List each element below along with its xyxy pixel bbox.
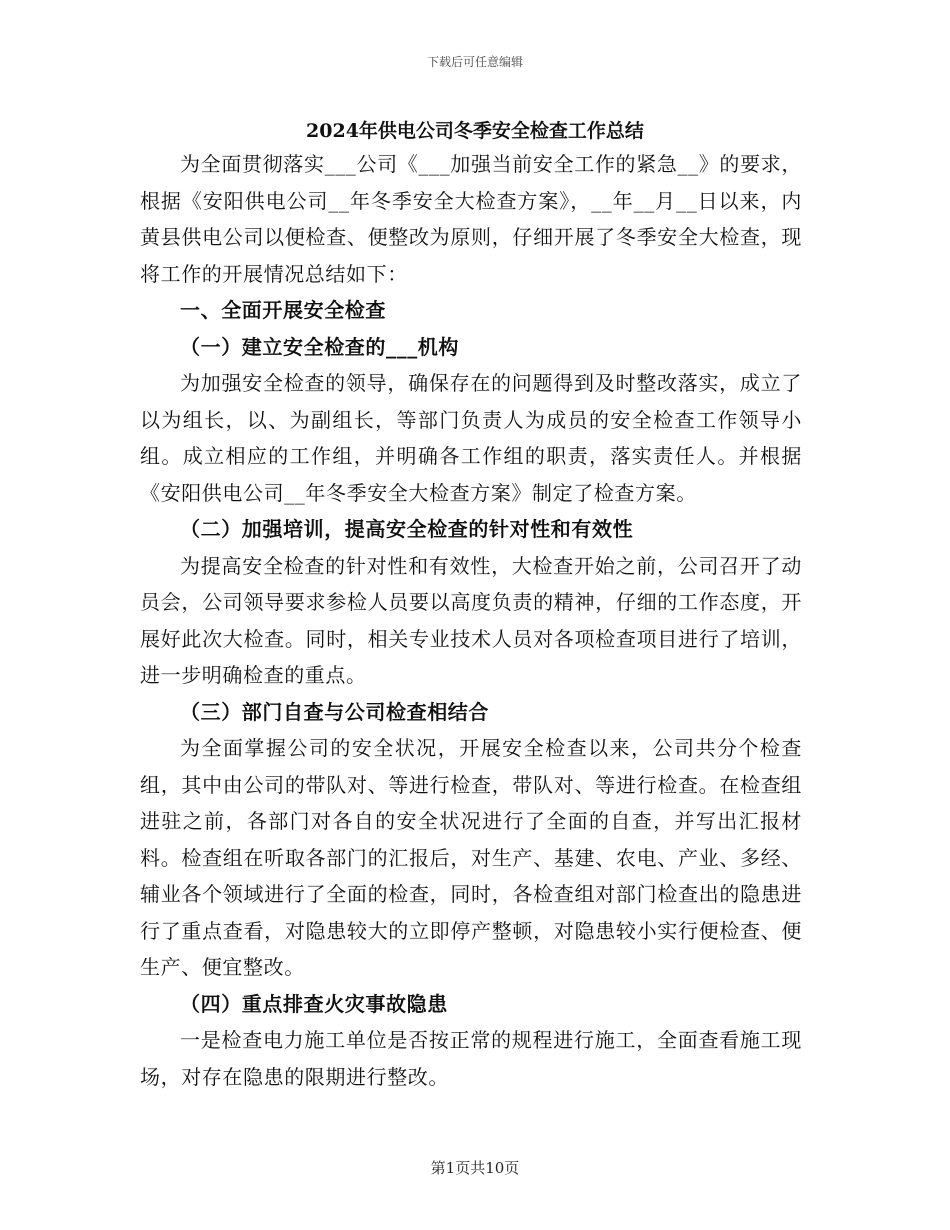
document-body [140,146,802,1095]
subsection-heading-3: （三）部门自查与公司检查相结合 [180,699,489,724]
page-number: 第1页共10页 [430,1159,520,1177]
subsection-heading-4: （四）重点排查火灾事故隐患 [180,991,448,1016]
subsection-heading-1: （一）建立安全检查的___机构 [180,334,459,359]
paragraph-training: 为提高安全检查的针对性和有效性，大检查开始之前，公司召开了动员会，公司领导要求参检人员要以高度负责的精神，仔细的工作态度，开展好此次大检查。同时，相关专业技术人员对各项检查项目进行了培训，进一步明确检查的重点。 [140,553,802,687]
page-header: 下载后可任意编辑 [426,55,523,69]
paragraph-self-inspection: 为全面掌握公司的安全状况，开展安全检查以来，公司共分个检查组，其中由公司的带队对、等进行检查，带队对、等进行检查。在检查组进驻之前，各部门对各自的安全状况进行了全面的自查，并写出汇报材料。检查组在听取各部门的汇报后，对生产、基建、农电、产业、多经、辅业各个领域进行了全面的检查，同时，各检查组对部门检查出的隐患进行了重点查看，对隐患较大的立即停产整顿，对隐患较小实行便检查、便生产、便宜整改。 [140,736,802,979]
subsection-heading-2: （二）加强培训，提高安全检查的针对性和有效性 [180,517,634,541]
intro-paragraph: 为全面贯彻落实___公司《___加强当前安全工作的紧急__》的要求，根据《安阳供电公司__年冬季安全大检查方案》，__年__月__日以来，内黄县供电公司以便检查、便整改为原则，仔细开展了冬季安全大检查，现将工作的开展情况总结如下： [140,152,802,286]
section-heading-1: 一、全面开展安全检查 [180,298,386,322]
document-title: 2024年供电公司冬季安全检查工作总结 [306,120,644,142]
paragraph-fire-hazards: 一是检查电力施工单位是否按正常的规程进行施工，全面查看施工现场，对存在隐患的限期进行整改。 [140,1028,802,1089]
paragraph-organization: 为加强安全检查的领导，确保存在的问题得到及时整改落实，成立了以为组长，以、为副组长，等部门负责人为成员的安全检查工作领导小组。成立相应的工作组，并明确各工作组的职责，落实责任人。并根据《安阳供电公司__年冬季安全大检查方案》制定了检查方案。 [140,371,802,505]
